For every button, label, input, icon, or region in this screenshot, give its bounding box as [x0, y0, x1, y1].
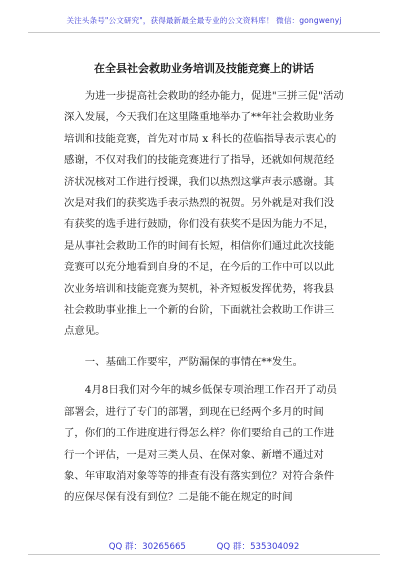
paragraph-section-1: 4月8日我们对今年的城乡低保专项治理工作召开了动员部署会，进行了专门的部署，到现在已经两个多月的时间了，你们的工作进度进行得怎么样？你们要给自己的工作进行一个评估，一是对三类人员、在保对象、新增不通过对象、年审取消对象等等的排查有没有落实到位？对符合条件的应保尽保有没有到位？二是能不能在规定的时间	[64, 384, 338, 504]
section-heading-1: 一、基础工作要牢，严防漏保的事情在**发生。	[84, 355, 303, 368]
header-divider	[28, 32, 380, 33]
footer-qq-group-2: QQ 群：535304092	[216, 542, 300, 552]
document-body	[64, 86, 344, 509]
header-note: 关注头条号"公文研究"，获得最新最全最专业的公文资料库！ 微信：gongwenyj	[66, 16, 342, 25]
footer-qq-group-1: QQ 群：30265665	[108, 542, 186, 552]
paragraph-intro: 为进一步提高社会救助的经办能力，促进"三拼三促"活动深入发展，今天我们在这里隆重地举办了**年社会救助业务培训和技能竞赛，首先对市局 x 科长的莅临指导表示衷心的感谢，不仅对我们的技能竞赛进行了指导，还就如何规范经济状况核对工作进行授课，我们以热烈这掌声表示感谢。其次是对我们的获奖选手表示热烈的祝贺。另外就是对我们没有获奖的选手进行鼓励，你们没有获奖不是因为能力不足，是从事社会救助工作的时间有长短，相信你们通过此次技能竞赛可以充分地看到自身的不足，在今后的工作中可以以此次业务培训和技能竞赛为契机，补齐短板发挥优势，将我县社会救助事业推上一个新的台阶，下面就社会救助工作讲三点意见。	[64, 90, 344, 338]
footer-note	[0, 540, 408, 552]
document-title: 在全县社会救助业务培训及技能竞赛上的讲话	[94, 62, 314, 75]
footer-divider	[28, 554, 380, 555]
